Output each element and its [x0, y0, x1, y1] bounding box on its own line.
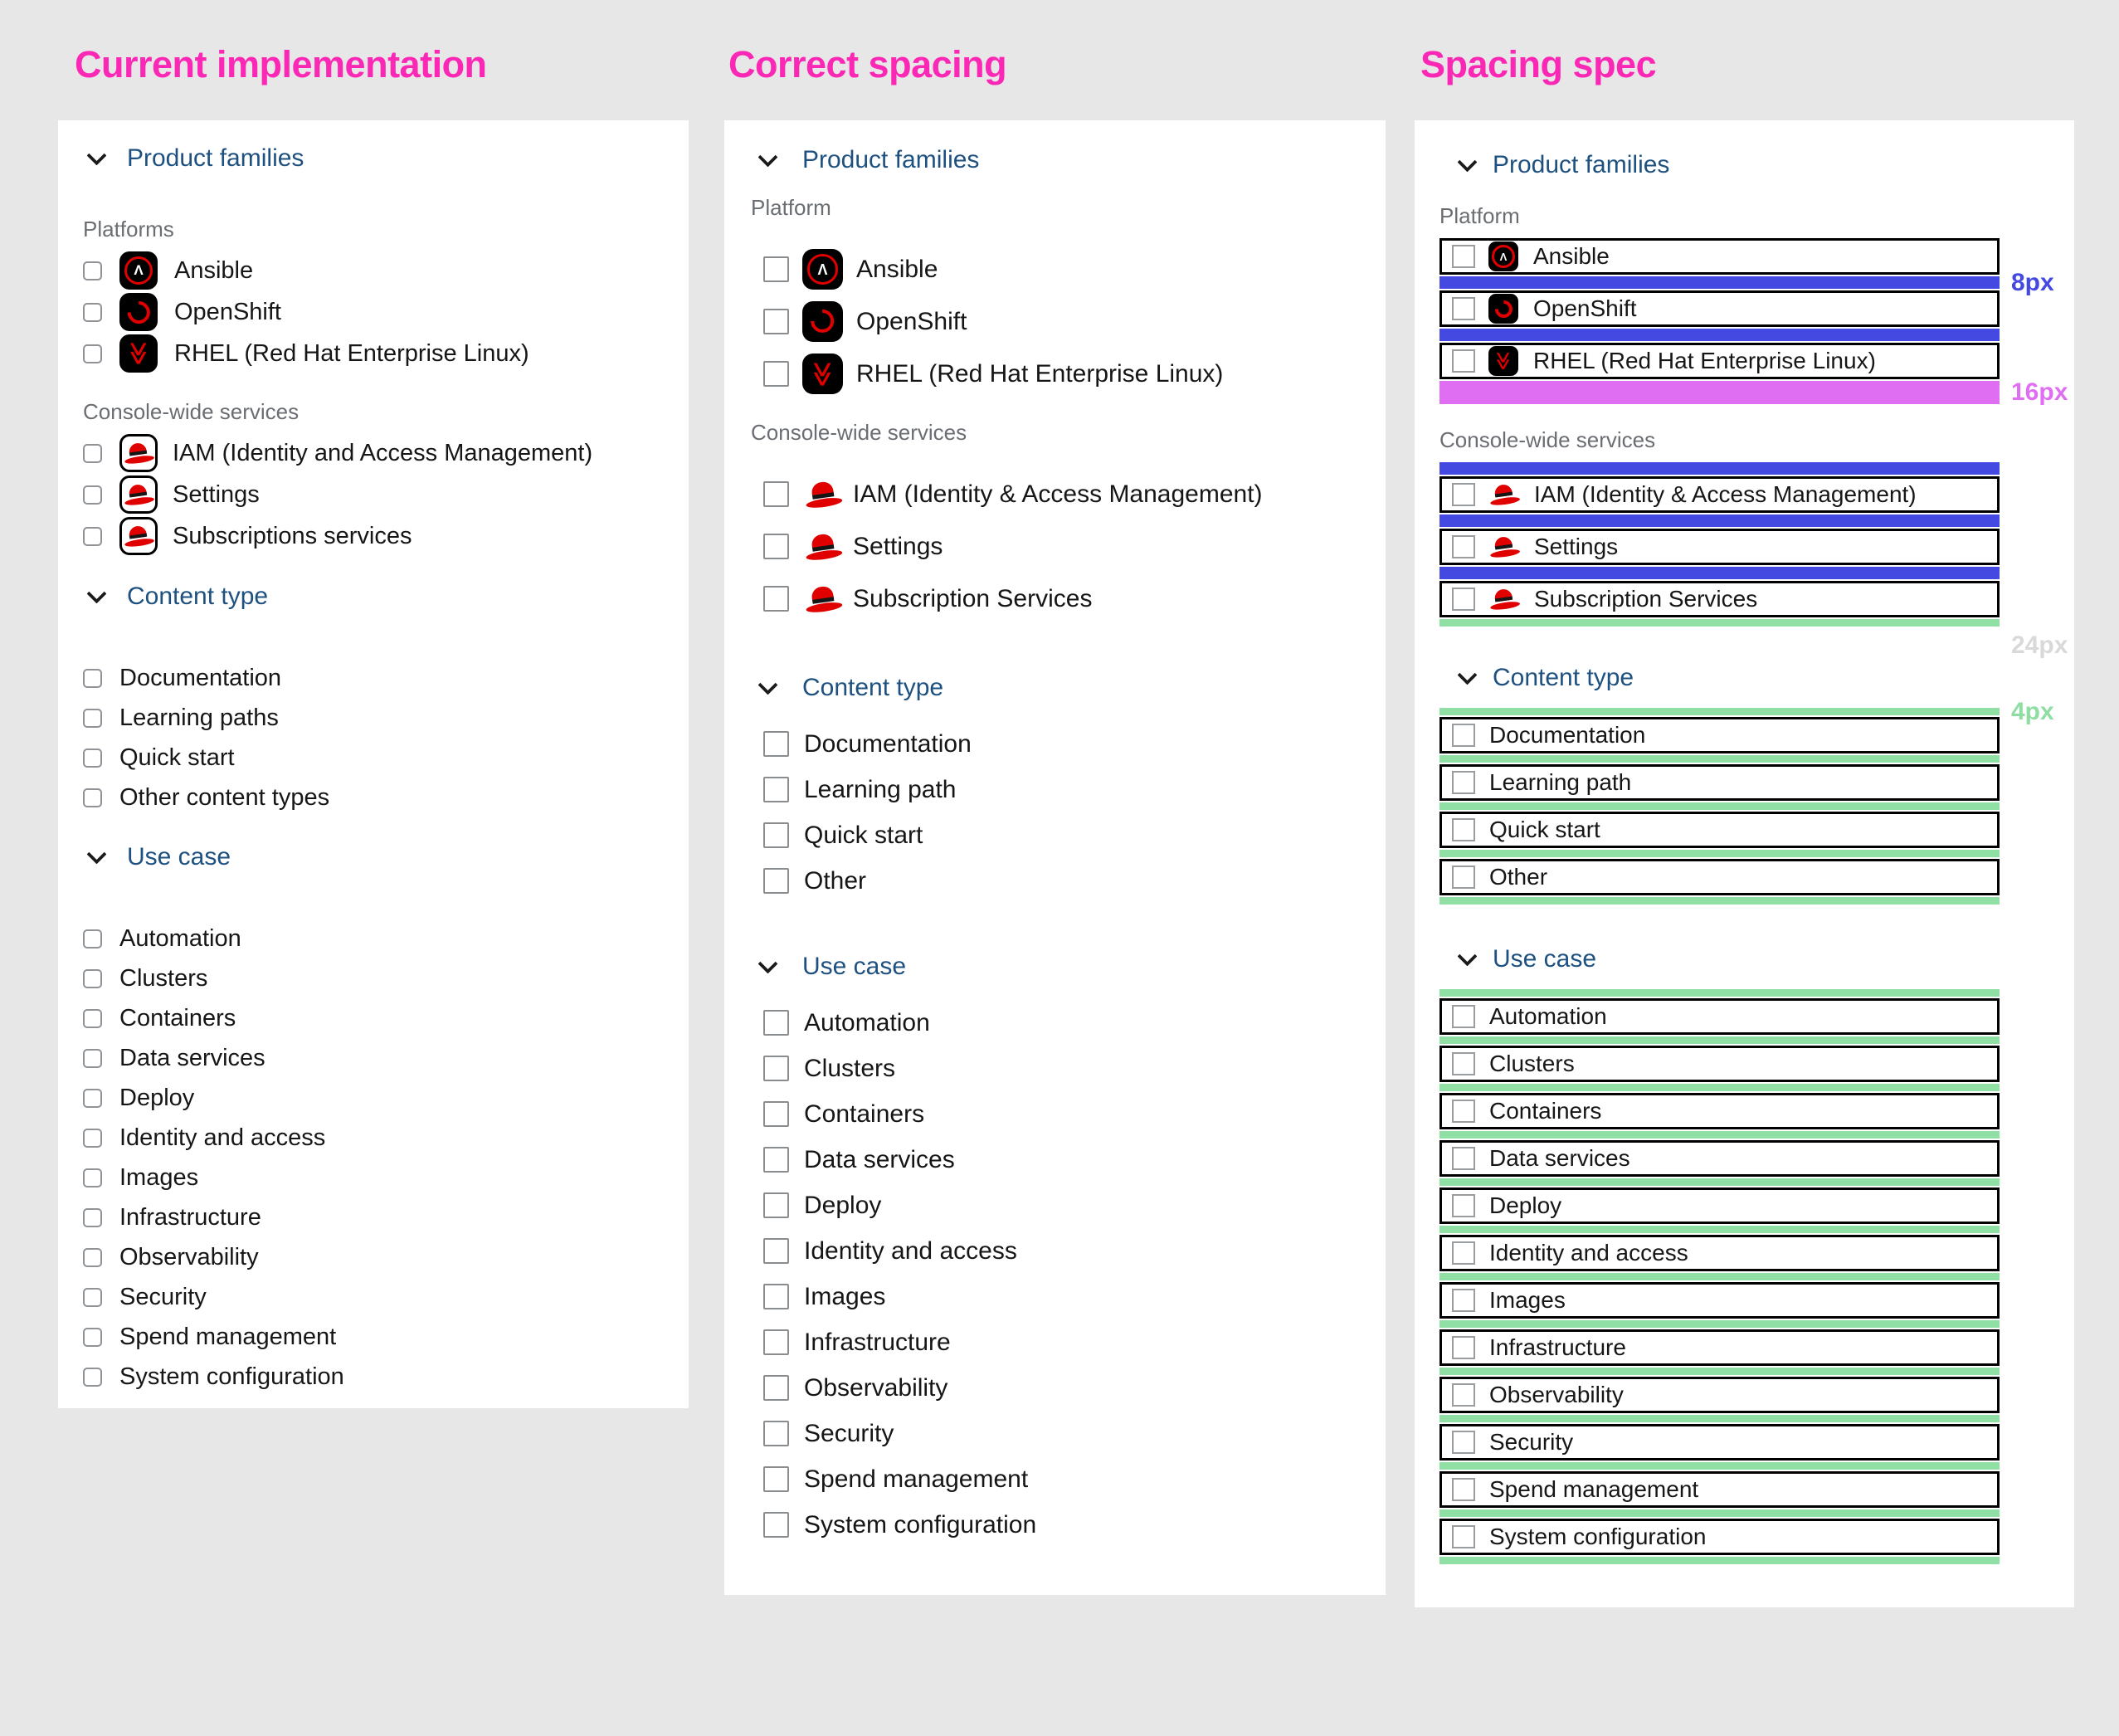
filter-item-learning-paths[interactable]: [83, 698, 669, 738]
checkbox[interactable]: [83, 303, 102, 322]
filter-item-label: RHEL (Red Hat Enterprise Linux): [1533, 348, 1876, 373]
section-header-product-families[interactable]: [1439, 150, 2000, 180]
filter-item-label: Documentation: [119, 664, 282, 691]
checkbox[interactable]: [1452, 1431, 1475, 1454]
spacing-bar-green: [1439, 697, 2054, 725]
checkbox[interactable]: [1452, 297, 1475, 320]
filter-item-label: Deploy: [804, 1191, 882, 1219]
filter-item-settings[interactable]: [751, 520, 1366, 573]
checkbox[interactable]: [83, 1089, 102, 1108]
checkbox[interactable]: [83, 444, 102, 463]
checkbox[interactable]: [83, 669, 102, 688]
checkbox[interactable]: [763, 309, 789, 334]
filter-item-system-configuration[interactable]: [751, 1502, 1366, 1548]
section-header-product-families[interactable]: [751, 145, 1366, 175]
checkbox[interactable]: [83, 749, 102, 768]
ansible-icon: Λ: [802, 249, 843, 290]
filter-item-clusters[interactable]: [751, 1046, 1366, 1091]
filter-item-label: Spend management: [804, 1465, 1029, 1493]
filter-item-quick-start[interactable]: [751, 812, 1366, 858]
checkbox[interactable]: [763, 361, 789, 387]
filter-item-containers[interactable]: [751, 1091, 1366, 1137]
checkbox[interactable]: [83, 929, 102, 948]
section-header-content-type[interactable]: [83, 582, 669, 612]
checkbox[interactable]: [763, 1466, 789, 1492]
filter-item-spend-management[interactable]: [751, 1456, 1366, 1502]
group-label-console-wide-services: Console-wide services: [751, 419, 967, 445]
filter-item-images[interactable]: [1439, 1282, 2000, 1319]
filter-item-label: Documentation: [1489, 722, 1646, 748]
spacing-bar-green: [1439, 1509, 2000, 1517]
checkbox[interactable]: [83, 485, 102, 505]
checkbox[interactable]: [1452, 724, 1475, 747]
filter-item-iam-identity-access-management[interactable]: [1439, 476, 2000, 513]
filter-item-label: Deploy: [1489, 1192, 1562, 1218]
rhel-icon: ≪: [1488, 346, 1518, 376]
filter-item-other[interactable]: [751, 858, 1366, 904]
checkbox[interactable]: [763, 1192, 789, 1218]
rhel-icon: ≪: [119, 334, 158, 373]
ansible-icon: Λ: [1488, 241, 1518, 271]
openshift-icon: [1488, 294, 1518, 324]
filter-item-images[interactable]: [83, 1158, 669, 1197]
spacing-bar-blue: [1439, 567, 2000, 579]
panel-title-spacing-spec: Spacing spec: [1420, 43, 1657, 85]
checkbox[interactable]: [1452, 1005, 1475, 1028]
checkbox[interactable]: [763, 1329, 789, 1355]
filter-item-label: Learning path: [804, 775, 957, 803]
red-hat-icon: [1488, 535, 1521, 559]
filter-item-images[interactable]: [751, 1274, 1366, 1319]
checkbox[interactable]: [83, 788, 102, 807]
openshift-icon: [119, 293, 158, 331]
filter-item-label: Clusters: [119, 964, 208, 992]
group-label-console-wide-services: Console-wide services: [1439, 427, 1656, 452]
filter-item-security[interactable]: [83, 1277, 669, 1317]
checkbox[interactable]: [1452, 1289, 1475, 1312]
checkbox[interactable]: [1452, 866, 1475, 889]
checkbox[interactable]: [1452, 1052, 1475, 1075]
filter-item-label: Infrastructure: [119, 1203, 261, 1231]
filter-item-identity-and-access[interactable]: [1439, 1235, 2000, 1271]
filter-item-label: Images: [804, 1282, 886, 1310]
checkbox[interactable]: [83, 1248, 102, 1267]
checkbox[interactable]: [763, 1375, 789, 1401]
section-header-use-case[interactable]: [1439, 944, 2000, 974]
chevron-down-icon: [757, 953, 777, 973]
checkbox[interactable]: [763, 1056, 789, 1081]
checkbox[interactable]: [763, 1147, 789, 1173]
section-header-label: Content type: [802, 674, 944, 701]
checkbox[interactable]: [1452, 1478, 1475, 1501]
checkbox[interactable]: [83, 1368, 102, 1387]
spacing-bar-green: [1439, 1462, 2000, 1470]
section-header-use-case[interactable]: [83, 842, 669, 872]
filter-item-settings[interactable]: [1439, 529, 2000, 565]
section-header-product-families[interactable]: [83, 144, 669, 173]
filter-item-label: Clusters: [804, 1054, 896, 1082]
filter-item-label: Subscription Services: [853, 584, 1093, 612]
filter-item-label: Security: [1489, 1429, 1574, 1455]
filter-item-label: Settings: [1534, 534, 1619, 559]
filter-item-label: System configuration: [1489, 1524, 1707, 1549]
chevron-down-icon: [1457, 665, 1477, 685]
checkbox[interactable]: [1452, 1383, 1475, 1407]
spacing-bar-green: [1439, 1320, 2000, 1328]
filter-item-label: Deploy: [119, 1084, 195, 1111]
spacing-bar-green: [1439, 1036, 2000, 1044]
checkbox[interactable]: [1452, 771, 1475, 794]
checkbox[interactable]: [763, 1010, 789, 1036]
filter-item-label: Subscriptions services: [173, 522, 412, 549]
filter-item-iam-identity-access-management[interactable]: [751, 468, 1366, 520]
filter-item-label: Containers: [119, 1004, 236, 1031]
filter-item-containers[interactable]: [1439, 1093, 2000, 1129]
chevron-down-icon: [1457, 152, 1477, 172]
checkbox[interactable]: [763, 1101, 789, 1127]
filter-item-deploy[interactable]: [1439, 1187, 2000, 1224]
spacing-bar-blue: [1439, 462, 2000, 475]
filter-item-label: Identity and access: [119, 1124, 326, 1151]
checkbox[interactable]: [83, 1009, 102, 1028]
group-label-platforms: Platforms: [83, 216, 174, 241]
chevron-down-icon: [86, 145, 106, 165]
spacing-bar-green: [1439, 1368, 2000, 1375]
filter-item-label: Automation: [804, 1008, 930, 1036]
filter-item-clusters[interactable]: [1439, 1046, 2000, 1082]
filter-item-spend-management[interactable]: [1439, 1471, 2000, 1508]
section-header-label: Use case: [127, 843, 231, 870]
red-hat-icon: [803, 480, 843, 510]
red-hat-icon: [1488, 588, 1521, 612]
filter-item-label: Quick start: [119, 744, 235, 771]
filter-item-label: Automation: [1489, 1003, 1607, 1029]
filter-item-data-services[interactable]: [751, 1137, 1366, 1183]
red-hat-icon: [119, 475, 158, 514]
openshift-icon: [802, 301, 843, 342]
spacing-annotation: 8px: [2011, 268, 2054, 296]
filter-item-label: Other content types: [119, 783, 330, 811]
spacing-bar-green: [1439, 1273, 2000, 1280]
rhel-icon: ≪: [802, 354, 843, 394]
checkbox[interactable]: [83, 1168, 102, 1187]
checkbox[interactable]: [83, 527, 102, 546]
group-label-platform: Platform: [1439, 202, 1520, 228]
filter-item-label: Identity and access: [1489, 1240, 1688, 1265]
chevron-down-icon: [86, 583, 106, 603]
spacing-bar-blue: [1439, 329, 2000, 341]
panel-title-current-implementation: Current implementation: [75, 43, 487, 85]
filter-item-automation[interactable]: [83, 919, 669, 958]
filter-item-label: Learning paths: [119, 704, 279, 731]
filter-item-identity-and-access[interactable]: [751, 1228, 1366, 1274]
checkbox[interactable]: [1452, 1525, 1475, 1548]
filter-item-label: Security: [119, 1283, 207, 1310]
spacing-bar-green: [1439, 897, 2000, 905]
checkbox[interactable]: [763, 1238, 789, 1264]
filter-item-subscriptions-services[interactable]: [83, 515, 669, 557]
filter-item-label: Ansible: [1533, 243, 1610, 269]
section-header-use-case[interactable]: [751, 952, 1366, 982]
red-hat-icon: [119, 517, 158, 555]
section-header-label: Product families: [802, 146, 980, 173]
filter-item-automation[interactable]: [1439, 998, 2000, 1035]
filter-item-data-services[interactable]: [83, 1038, 669, 1078]
spacing-bar-green: [1439, 1084, 2000, 1091]
checkbox[interactable]: [1452, 588, 1475, 611]
filter-item-system-configuration[interactable]: [1439, 1519, 2000, 1555]
filter-item-label: IAM (Identity & Access Management): [1534, 481, 1917, 507]
filter-item-documentation[interactable]: [83, 658, 669, 698]
filter-item-label: System configuration: [804, 1510, 1037, 1539]
filter-item-label: Images: [1489, 1287, 1566, 1313]
checkbox[interactable]: [83, 344, 102, 363]
filter-item-label: Clusters: [1489, 1051, 1575, 1076]
filter-item-label: Containers: [1489, 1098, 1602, 1124]
checkbox[interactable]: [1452, 1336, 1475, 1359]
filter-item-subscription-services[interactable]: [1439, 581, 2000, 617]
filter-item-openshift[interactable]: [83, 291, 669, 333]
spacing-bar-green: [1439, 1131, 2000, 1139]
filter-item-infrastructure[interactable]: [1439, 1329, 2000, 1366]
filter-item-label: Learning path: [1489, 769, 1632, 795]
filter-item-label: RHEL (Red Hat Enterprise Linux): [856, 359, 1224, 388]
filter-item-ansible[interactable]: [83, 250, 669, 291]
spacing-bar-green: [1439, 989, 2000, 997]
filter-item-ansible[interactable]: [1439, 238, 2000, 275]
checkbox[interactable]: [1452, 535, 1475, 558]
chevron-down-icon: [757, 147, 777, 167]
spacing-annotation: 24px: [2011, 631, 2068, 659]
filter-item-label: Ansible: [174, 256, 254, 284]
filter-item-label: Identity and access: [804, 1236, 1017, 1265]
filter-item-subscription-services[interactable]: [751, 573, 1366, 625]
checkbox[interactable]: [763, 731, 789, 757]
ansible-icon: Λ: [119, 251, 158, 290]
checkbox[interactable]: [1452, 818, 1475, 841]
checkbox[interactable]: [1452, 1241, 1475, 1265]
spacing-annotation: 16px: [2011, 378, 2068, 406]
spacing-bar-green: [1439, 1557, 2000, 1564]
red-hat-icon: [1488, 483, 1521, 507]
filter-item-security[interactable]: [751, 1411, 1366, 1456]
spacing-bar-green: [1439, 1226, 2000, 1233]
filter-item-label: Data services: [804, 1145, 955, 1173]
chevron-down-icon: [86, 844, 106, 864]
checkbox[interactable]: [1452, 1147, 1475, 1170]
filter-item-label: IAM (Identity & Access Management): [853, 480, 1263, 508]
checkbox[interactable]: [763, 1512, 789, 1538]
filter-item-openshift[interactable]: [1439, 290, 2000, 327]
section-header-label: Use case: [1493, 945, 1597, 973]
checkbox[interactable]: [1452, 1194, 1475, 1217]
filter-item-label: Infrastructure: [1489, 1334, 1626, 1360]
filter-item-label: Ansible: [856, 255, 938, 283]
checkbox[interactable]: [1452, 349, 1475, 373]
filter-item-label: IAM (Identity and Access Management): [173, 439, 593, 466]
filter-item-rhel-red-hat-enterprise-linux[interactable]: [83, 333, 669, 374]
spacing-bar-green: [1439, 619, 2000, 627]
section-header-label: Use case: [802, 953, 907, 980]
filter-item-label: Data services: [119, 1044, 265, 1071]
checkbox[interactable]: [763, 481, 789, 507]
filter-item-label: OpenShift: [856, 307, 967, 335]
filter-item-automation[interactable]: [751, 1000, 1366, 1046]
checkbox[interactable]: [763, 256, 789, 282]
filter-item-documentation[interactable]: [751, 721, 1366, 767]
filter-item-label: Observability: [119, 1243, 259, 1270]
red-hat-icon: [119, 434, 158, 472]
filter-item-label: Quick start: [804, 821, 923, 849]
checkbox[interactable]: [1452, 483, 1475, 506]
filter-item-label: Images: [119, 1163, 199, 1191]
filter-item-spend-management[interactable]: [83, 1317, 669, 1357]
filter-item-system-configuration[interactable]: [83, 1357, 669, 1397]
filter-item-label: Spend management: [1489, 1476, 1699, 1502]
filter-item-label: OpenShift: [1533, 295, 1637, 321]
filter-item-label: Data services: [1489, 1145, 1630, 1171]
filter-item-label: RHEL (Red Hat Enterprise Linux): [174, 339, 529, 367]
checkbox[interactable]: [763, 586, 789, 612]
filter-item-containers[interactable]: [83, 998, 669, 1038]
filter-item-other-content-types[interactable]: [83, 778, 669, 817]
filter-item-learning-path[interactable]: [751, 767, 1366, 812]
spacing-annotation: 4px: [2011, 697, 2054, 725]
filter-item-label: Settings: [853, 532, 943, 560]
filter-item-rhel-red-hat-enterprise-linux[interactable]: [1439, 343, 2000, 379]
checkbox[interactable]: [763, 1284, 789, 1309]
group-label-platform: Platform: [751, 194, 831, 220]
filter-item-label: OpenShift: [174, 298, 281, 325]
filter-item-label: Observability: [1489, 1382, 1624, 1407]
filter-item-rhel-red-hat-enterprise-linux[interactable]: [751, 348, 1366, 400]
checkbox[interactable]: [83, 1288, 102, 1307]
filter-item-label: Infrastructure: [804, 1328, 951, 1356]
panel-title-correct-spacing: Correct spacing: [728, 43, 1007, 85]
filter-item-clusters[interactable]: [83, 958, 669, 998]
filter-item-label: Quick start: [1489, 817, 1600, 842]
section-header-label: Product families: [127, 144, 304, 172]
filter-item-other[interactable]: [1439, 859, 2000, 895]
checkbox[interactable]: [83, 1129, 102, 1148]
filter-item-label: Settings: [173, 480, 260, 508]
checkbox[interactable]: [763, 868, 789, 894]
spacing-bar-green: [1439, 802, 2000, 810]
panel-current-implementation: [58, 120, 689, 1408]
filter-item-security[interactable]: [1439, 1424, 2000, 1460]
checkbox[interactable]: [83, 969, 102, 988]
spacing-gap: [1439, 906, 2000, 944]
filter-item-label: Other: [804, 866, 867, 895]
filter-item-label: Subscription Services: [1534, 586, 1758, 612]
spacing-gap: [1439, 628, 2068, 663]
checkbox[interactable]: [763, 534, 789, 559]
spacing-bar-green: [1439, 755, 2000, 763]
filter-item-label: Documentation: [804, 729, 972, 758]
checkbox[interactable]: [1452, 1100, 1475, 1123]
filter-item-label: Spend management: [119, 1323, 337, 1350]
panel-correct-spacing: [724, 120, 1386, 1595]
filter-item-label: System configuration: [119, 1363, 344, 1390]
filter-item-quick-start[interactable]: [1439, 812, 2000, 848]
group-label-console-wide-services: Console-wide services: [83, 398, 300, 424]
section-header-label: Product families: [1493, 151, 1670, 178]
filter-item-label: Security: [804, 1419, 894, 1447]
spacing-bar-blue: [1439, 268, 2054, 296]
spacing-bar-magenta: [1439, 378, 2068, 406]
filter-item-data-services[interactable]: [1439, 1140, 2000, 1177]
chevron-down-icon: [1457, 946, 1477, 966]
filter-item-label: Automation: [119, 924, 241, 952]
filter-item-label: Observability: [804, 1373, 948, 1402]
checkbox[interactable]: [763, 822, 789, 848]
panel-spacing-spec: [1415, 120, 2074, 1607]
filter-item-iam-identity-and-access-management[interactable]: [83, 432, 669, 474]
filter-item-label: Other: [1489, 864, 1548, 890]
filter-item-observability[interactable]: [751, 1365, 1366, 1411]
checkbox[interactable]: [83, 1049, 102, 1068]
filter-item-settings[interactable]: [83, 474, 669, 515]
checkbox[interactable]: [83, 1328, 102, 1347]
spacing-bar-green: [1439, 1415, 2000, 1422]
filter-item-deploy[interactable]: [751, 1183, 1366, 1228]
spacing-bar-green: [1439, 850, 2000, 857]
filter-item-learning-path[interactable]: [1439, 764, 2000, 801]
filter-item-openshift[interactable]: [751, 295, 1366, 348]
section-header-content-type[interactable]: [1439, 663, 2000, 693]
filter-item-documentation[interactable]: [1439, 717, 2000, 753]
filter-item-infrastructure[interactable]: [83, 1197, 669, 1237]
filter-item-identity-and-access[interactable]: [83, 1118, 669, 1158]
red-hat-icon: [803, 532, 843, 562]
filter-item-infrastructure[interactable]: [751, 1319, 1366, 1365]
filter-item-observability[interactable]: [1439, 1377, 2000, 1413]
filter-item-deploy[interactable]: [83, 1078, 669, 1118]
filter-item-quick-start[interactable]: [83, 738, 669, 778]
checkbox[interactable]: [83, 261, 102, 280]
filter-item-ansible[interactable]: [751, 243, 1366, 295]
section-header-label: Content type: [1493, 664, 1634, 691]
section-header-label: Content type: [127, 583, 269, 610]
checkbox[interactable]: [83, 1208, 102, 1227]
checkbox[interactable]: [763, 1421, 789, 1446]
checkbox[interactable]: [1452, 245, 1475, 268]
checkbox[interactable]: [763, 777, 789, 802]
filter-item-label: Containers: [804, 1100, 925, 1128]
filter-item-observability[interactable]: [83, 1237, 669, 1277]
red-hat-icon: [803, 584, 843, 614]
spacing-bar-green: [1439, 1178, 2000, 1186]
spacing-bar-blue: [1439, 514, 2000, 527]
checkbox[interactable]: [83, 709, 102, 728]
section-header-content-type[interactable]: [751, 673, 1366, 703]
chevron-down-icon: [757, 675, 777, 695]
